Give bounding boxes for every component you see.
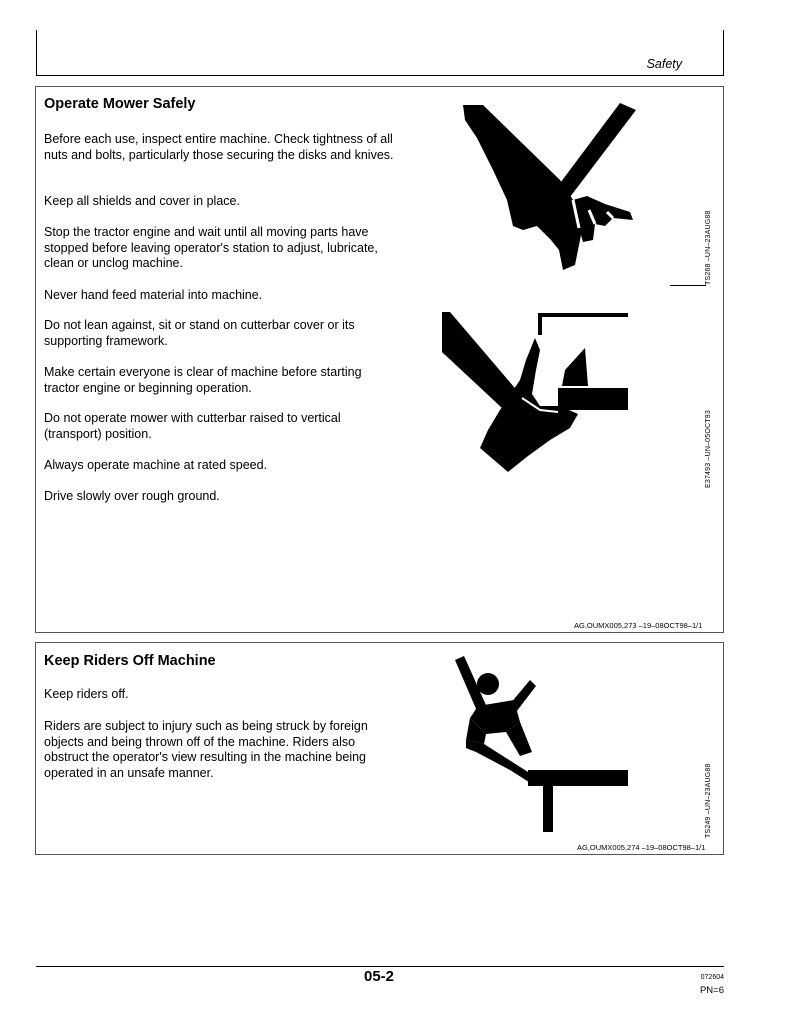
rider-falling-icon bbox=[450, 652, 635, 837]
figure-code: TS249 –UN–23AUG88 bbox=[705, 763, 712, 838]
paragraph: Keep all shields and cover in place. bbox=[44, 194, 240, 208]
page-number: 05-2 bbox=[363, 968, 395, 985]
paragraph: Do not operate mower with cutterbar raised to vertical (transport) position. bbox=[44, 411, 341, 441]
reference-code: AG,OUMX005,274 –19–08OCT98–1/1 bbox=[577, 843, 706, 852]
paragraph: Always operate machine at rated speed. bbox=[44, 458, 268, 472]
footer-code: 072604 bbox=[700, 974, 724, 981]
section-title-riders: Keep Riders Off Machine bbox=[44, 653, 216, 669]
paragraph: Do not lean against, sit or stand on cutterbar cover or its supporting framework. bbox=[44, 318, 355, 348]
paragraph: Keep riders off. bbox=[44, 687, 129, 701]
section-title-mower: Operate Mower Safely bbox=[44, 96, 196, 112]
figure-code: E37493 –UN–05OCT93 bbox=[705, 410, 712, 488]
section-header: Safety bbox=[646, 57, 682, 71]
reference-code: AG,OUMX005,273 –19–08OCT98–1/1 bbox=[574, 621, 703, 630]
figure-code: TS268 –UN–23AUG88 bbox=[705, 210, 712, 285]
paragraph: Riders are subject to injury such as being struck by foreign objects and being thrown off of the machine. Riders also obstruct the operator's view resulting in the machine being operated in an unsafe manner. bbox=[44, 719, 368, 780]
cutterbar-hand-icon bbox=[440, 310, 635, 480]
hand-entanglement-icon bbox=[455, 100, 640, 275]
figure-rule bbox=[670, 285, 706, 286]
paragraph: Stop the tractor engine and wait until all moving parts have stopped before leaving operator's station to adjust, lubricate, clean or unclog machine. bbox=[44, 225, 378, 271]
paragraph: Never hand feed material into machine. bbox=[44, 288, 263, 302]
footer-pn: PN=6 bbox=[699, 985, 724, 996]
footer-rule bbox=[36, 966, 724, 967]
paragraph: Make certain everyone is clear of machine before starting tractor engine or beginning operation. bbox=[44, 365, 362, 395]
header-rule bbox=[36, 75, 724, 76]
paragraph: Drive slowly over rough ground. bbox=[44, 489, 220, 503]
paragraph: Before each use, inspect entire machine. Check tightness of all nuts and bolts, particularly those securing the disks and knives. bbox=[44, 132, 394, 162]
